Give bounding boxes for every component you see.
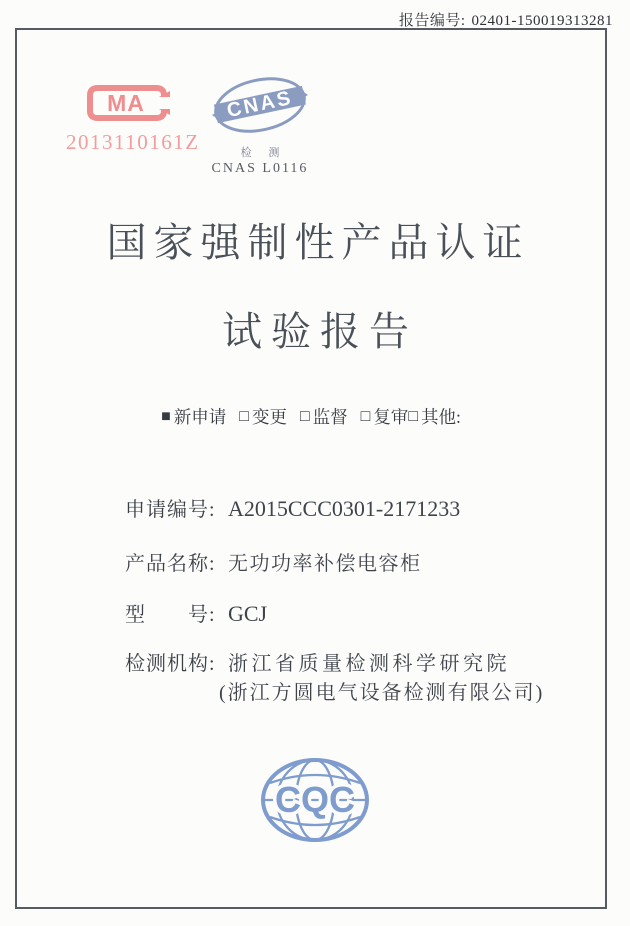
- cma-license-number: 2013110161Z: [66, 130, 200, 154]
- cnas-logo-block: [202, 74, 318, 177]
- report-number-label: 报告编号:: [398, 13, 466, 29]
- checkbox-label: 变更: [251, 407, 287, 427]
- checkbox-new-application: [161, 404, 226, 429]
- field-product-name: [125, 547, 422, 576]
- cnas-accreditation-code: CNAS L0116: [211, 161, 309, 176]
- checkbox-empty-icon: □: [360, 407, 371, 425]
- field-application-number: [125, 493, 460, 522]
- field-testing-agency-line2: (浙江方圆电气设备检测有限公司): [219, 682, 545, 704]
- checkbox-filled-icon: ■: [161, 407, 171, 425]
- field-value: 浙江省质量检测科学研究院: [228, 653, 510, 675]
- field-label: 型 号:: [125, 604, 216, 626]
- field-value: 无功功率补偿电容柜: [228, 553, 422, 575]
- checkbox-empty-icon: □: [239, 407, 249, 425]
- cqc-logo-block: [256, 755, 374, 850]
- application-type-row: [15, 404, 607, 429]
- cnas-logo-icon: [210, 74, 310, 138]
- report-number-value: 02401-150019313281: [471, 13, 613, 29]
- checkbox-label: 新申请: [173, 407, 227, 427]
- cma-logo-icon: [85, 84, 171, 122]
- checkbox-change: [239, 404, 287, 429]
- field-value: A2015CCC0301-2171233: [228, 496, 461, 521]
- checkbox-other: [408, 404, 461, 429]
- cma-logo-block: [66, 84, 200, 155]
- field-label: 申请编号:: [125, 499, 216, 521]
- field-testing-agency: [125, 647, 510, 676]
- cqc-globe-icon: [258, 755, 372, 845]
- field-label: 产品名称:: [125, 553, 216, 575]
- title-line-2: 试验报告: [222, 309, 418, 354]
- field-value: GCJ: [228, 601, 268, 626]
- cnas-caption: 检 测: [240, 147, 287, 159]
- cqc-letters: CQC: [275, 779, 355, 820]
- field-model: [125, 598, 267, 627]
- cnas-letters: CNAS: [225, 86, 295, 123]
- checkbox-label: 复审: [373, 407, 409, 427]
- checkbox-label: 其他:: [420, 407, 461, 427]
- checkbox-supervision: [300, 404, 348, 429]
- report-number: [399, 9, 613, 30]
- field-label: 检测机构:: [125, 653, 216, 675]
- checkbox-empty-icon: □: [299, 407, 310, 425]
- checkbox-label: 监督: [312, 407, 348, 427]
- checkbox-review: [361, 404, 409, 429]
- cma-letters: MA: [107, 90, 145, 116]
- checkbox-empty-icon: □: [408, 407, 418, 425]
- title-line-1: 国家强制性产品认证: [106, 220, 530, 265]
